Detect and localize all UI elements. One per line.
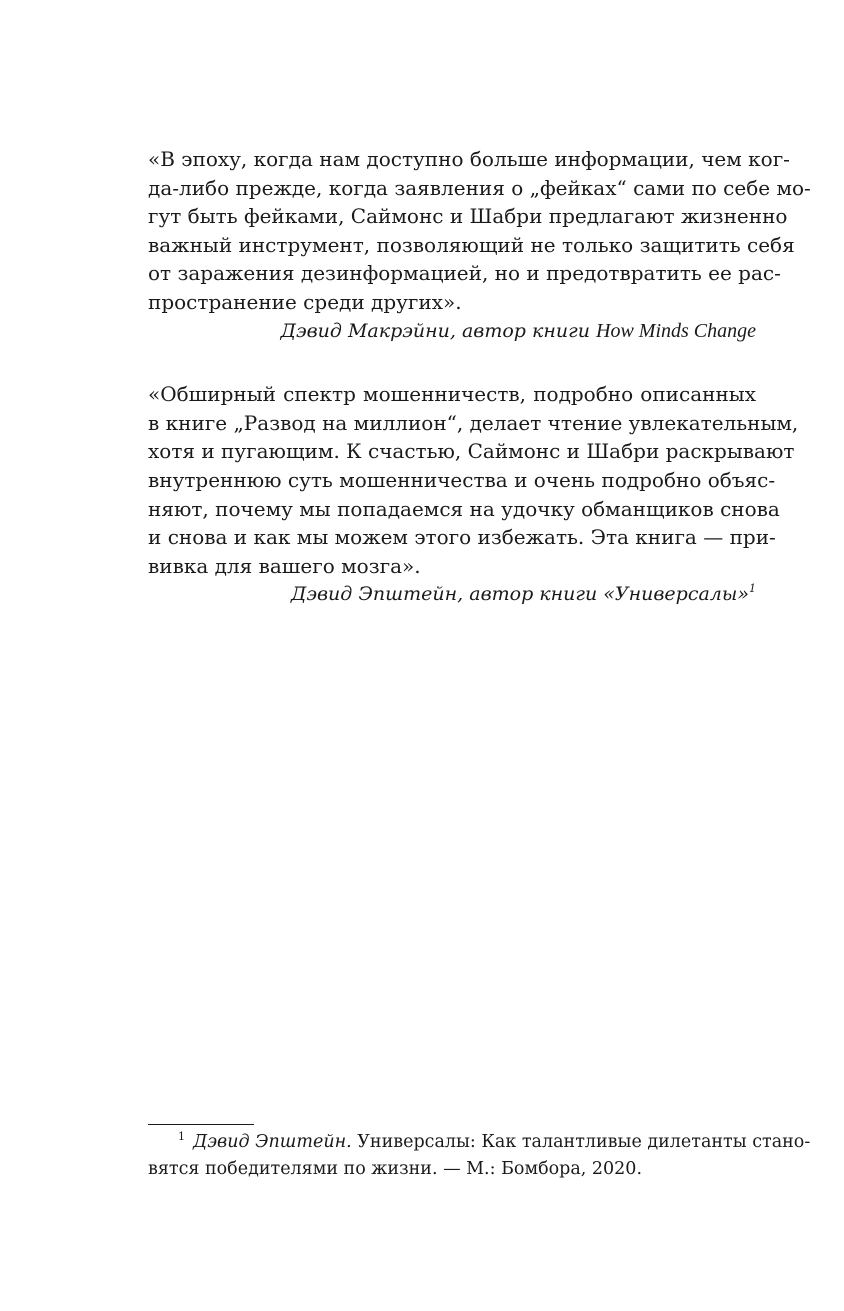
quote-line: «Обширный спектр мошенничеств, подробно описанных	[148, 382, 756, 407]
footnote-author: Дэвид Эпштейн.	[193, 1132, 352, 1152]
quote-block-2	[148, 380, 799, 609]
quote-line: важный инструмент, позволяющий не только защитить себя	[148, 232, 795, 257]
quote-attribution-1	[148, 317, 756, 346]
attribution-text: Дэвид Эпштейн, автор книги «Универсалы»	[290, 583, 749, 606]
quote-line: и снова и как мы можем этого избежать. Эта книга — при-	[148, 525, 776, 550]
quote-line: хотя и пугающим. К счастью, Саймонс и Шабри раскрывают	[148, 439, 795, 464]
book-page	[148, 145, 811, 609]
quote-line: няют, почему мы попадаемся на удочку обманщиков снова	[148, 496, 780, 521]
footnote	[148, 1129, 811, 1183]
quote-text-1	[148, 145, 811, 317]
quote-block-1	[148, 145, 811, 345]
quote-line: внутреннюю суть мошенничества и очень подробно объяс-	[148, 467, 776, 492]
footnote-line-1	[148, 1129, 811, 1156]
quote-attribution-2	[148, 580, 756, 609]
footnote-divider	[148, 1124, 254, 1125]
quote-line: вивка для вашего мозга».	[148, 553, 421, 578]
footnote-number: 1	[178, 1130, 185, 1143]
quote-line: от заражения дезинформацией, но и предотвратить ее рас-	[148, 261, 781, 286]
footnote-text: Универсалы: Как талантливые дилетанты стано-	[351, 1132, 811, 1152]
quote-text-2	[148, 380, 799, 580]
quote-line: «В эпоху, когда нам доступно больше информации, чем ког-	[148, 147, 790, 171]
footnote-reference[interactable]: 1	[749, 582, 756, 596]
quote-line: гут быть фейками, Саймонс и Шабри предлагают жизненно	[148, 204, 788, 229]
quote-line: да-либо прежде, когда заявления о „фейках“ сами по себе мо-	[148, 175, 811, 200]
footnote-line-2: вятся победителями по жизни. — М.: Бомбора, 2020.	[148, 1159, 643, 1179]
book-title: How Minds Change	[596, 319, 756, 342]
attribution-text: Дэвид Макрэйни, автор книги	[280, 319, 596, 342]
quote-line: пространение среди других».	[148, 289, 462, 314]
quote-line: в книге „Развод на миллион“, делает чтение увлекательным,	[148, 410, 799, 435]
spacer	[148, 345, 756, 380]
